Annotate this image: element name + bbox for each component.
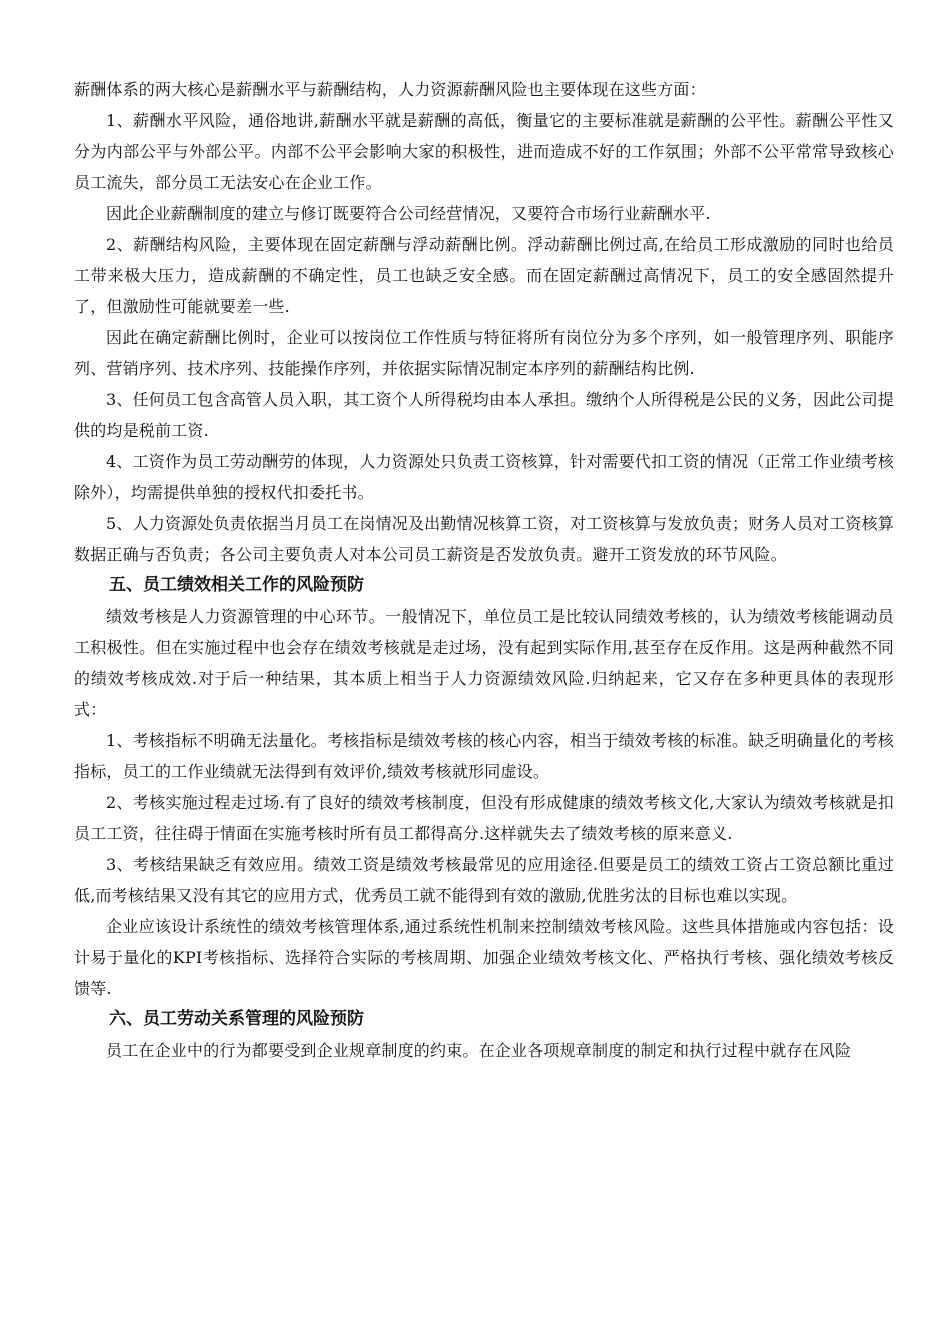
- document-page: [74, 74, 894, 1066]
- paragraph-performance-indicator: 1、考核指标不明确无法量化。考核指标是绩效考核的核心内容，相当于绩效考核的标准。缺乏明确量化的考核指标，员工的工作业绩就无法得到有效评价,绩效考核就形同虚设。: [74, 731, 894, 781]
- paragraph-wage-deduction: 4、工资作为员工劳动酬劳的体现，人力资源处只负责工资核算，针对需要代扣工资的情况（正常工作业绩考核除外），均需提供单独的授权代扣委托书。: [74, 452, 894, 502]
- paragraph-salary-intro: 薪酬体系的两大核心是薪酬水平与薪酬结构，人力资源薪酬风险也主要体现在这些方面：: [74, 80, 706, 99]
- paragraph-income-tax: 3、任何员工包含高管人员入职，其工资个人所得税均由本人承担。缴纳个人所得税是公民的义务，因此公司提供的均是税前工资.: [74, 390, 894, 440]
- paragraph-salary-ratio-note: 因此在确定薪酬比例时，企业可以按岗位工作性质与特征将所有岗位分为多个序列，如一般管理序列、职能序列、营销序列、技术序列、技能操作序列，并依据实际情况制定本序列的薪酬结构比例.: [74, 328, 894, 378]
- paragraph-salary-system-note: 因此企业薪酬制度的建立与修订既要符合公司经营情况，又要符合市场行业薪酬水平.: [106, 204, 711, 223]
- paragraph-wage-responsibility: 5、人力资源处负责依据当月员工在岗情况及出勤情况核算工资，对工资核算与发放负责；财务人员对工资核算数据正确与否负责；各公司主要负责人对本公司员工薪资是否发放负责。避开工资发放的环节风险。: [74, 514, 894, 564]
- paragraph-performance-result: 3、考核结果缺乏有效应用。绩效工资是绩效考核最常见的应用途径.但要是员工的绩效工资占工资总额比重过低,而考核结果又没有其它的应用方式，优秀员工就不能得到有效的激励,优胜劣汰的目标也难以实现。: [74, 855, 894, 905]
- paragraph-performance-process: 2、考核实施过程走过场.有了良好的绩效考核制度，但没有形成健康的绩效考核文化,大家认为绩效考核就是扣员工工资，往往碍于情面在实施考核时所有员工都得高分.这样就失去了绩效考核的原来意义.: [74, 793, 894, 843]
- section-heading-performance: 五、员工绩效相关工作的风险预防: [109, 575, 364, 595]
- section-heading-labor-relations: 六、员工劳动关系管理的风险预防: [109, 1009, 364, 1029]
- paragraph-performance-measures: 企业应该设计系统性的绩效考核管理体系,通过系统性机制来控制绩效考核风险。这些具体措施或内容包括：设计易于量化的KPI考核指标、选择符合实际的考核周期、加强企业绩效考核文化、严格执行考核、强化绩效考核反馈等.: [74, 917, 894, 998]
- paragraph-salary-structure-risk: 2、薪酬结构风险，主要体现在固定薪酬与浮动薪酬比例。浮动薪酬比例过高,在给员工形成激励的同时也给员工带来极大压力，造成薪酬的不确定性，员工也缺乏安全感。而在固定薪酬过高情况下，员工的安全感固然提升了，但激励性可能就要差一些.: [74, 235, 894, 316]
- paragraph-performance-intro: 绩效考核是人力资源管理的中心环节。一般情况下，单位员工是比较认同绩效考核的，认为绩效考核能调动员工积极性。但在实施过程中也会存在绩效考核就是走过场，没有起到实际作用,甚至存在反作用。这是两种截然不同的绩效考核成效.对于后一种结果，其本质上相当于人力资源绩效风险.归纳起来，它又存在多种更具体的表现形式：: [74, 607, 894, 719]
- paragraph-salary-level-risk: 1、薪酬水平风险，通俗地讲,薪酬水平就是薪酬的高低，衡量它的主要标准就是薪酬的公平性。薪酬公平性又分为内部公平与外部公平。内部不公平会影响大家的积极性，进而造成不好的工作氛围；外部不公平常常导致核心员工流失，部分员工无法安心在企业工作。: [74, 111, 894, 192]
- paragraph-labor-relations-intro: 员工在企业中的行为都要受到企业规章制度的约束。在企业各项规章制度的制定和执行过程中就存在风险: [106, 1041, 852, 1060]
